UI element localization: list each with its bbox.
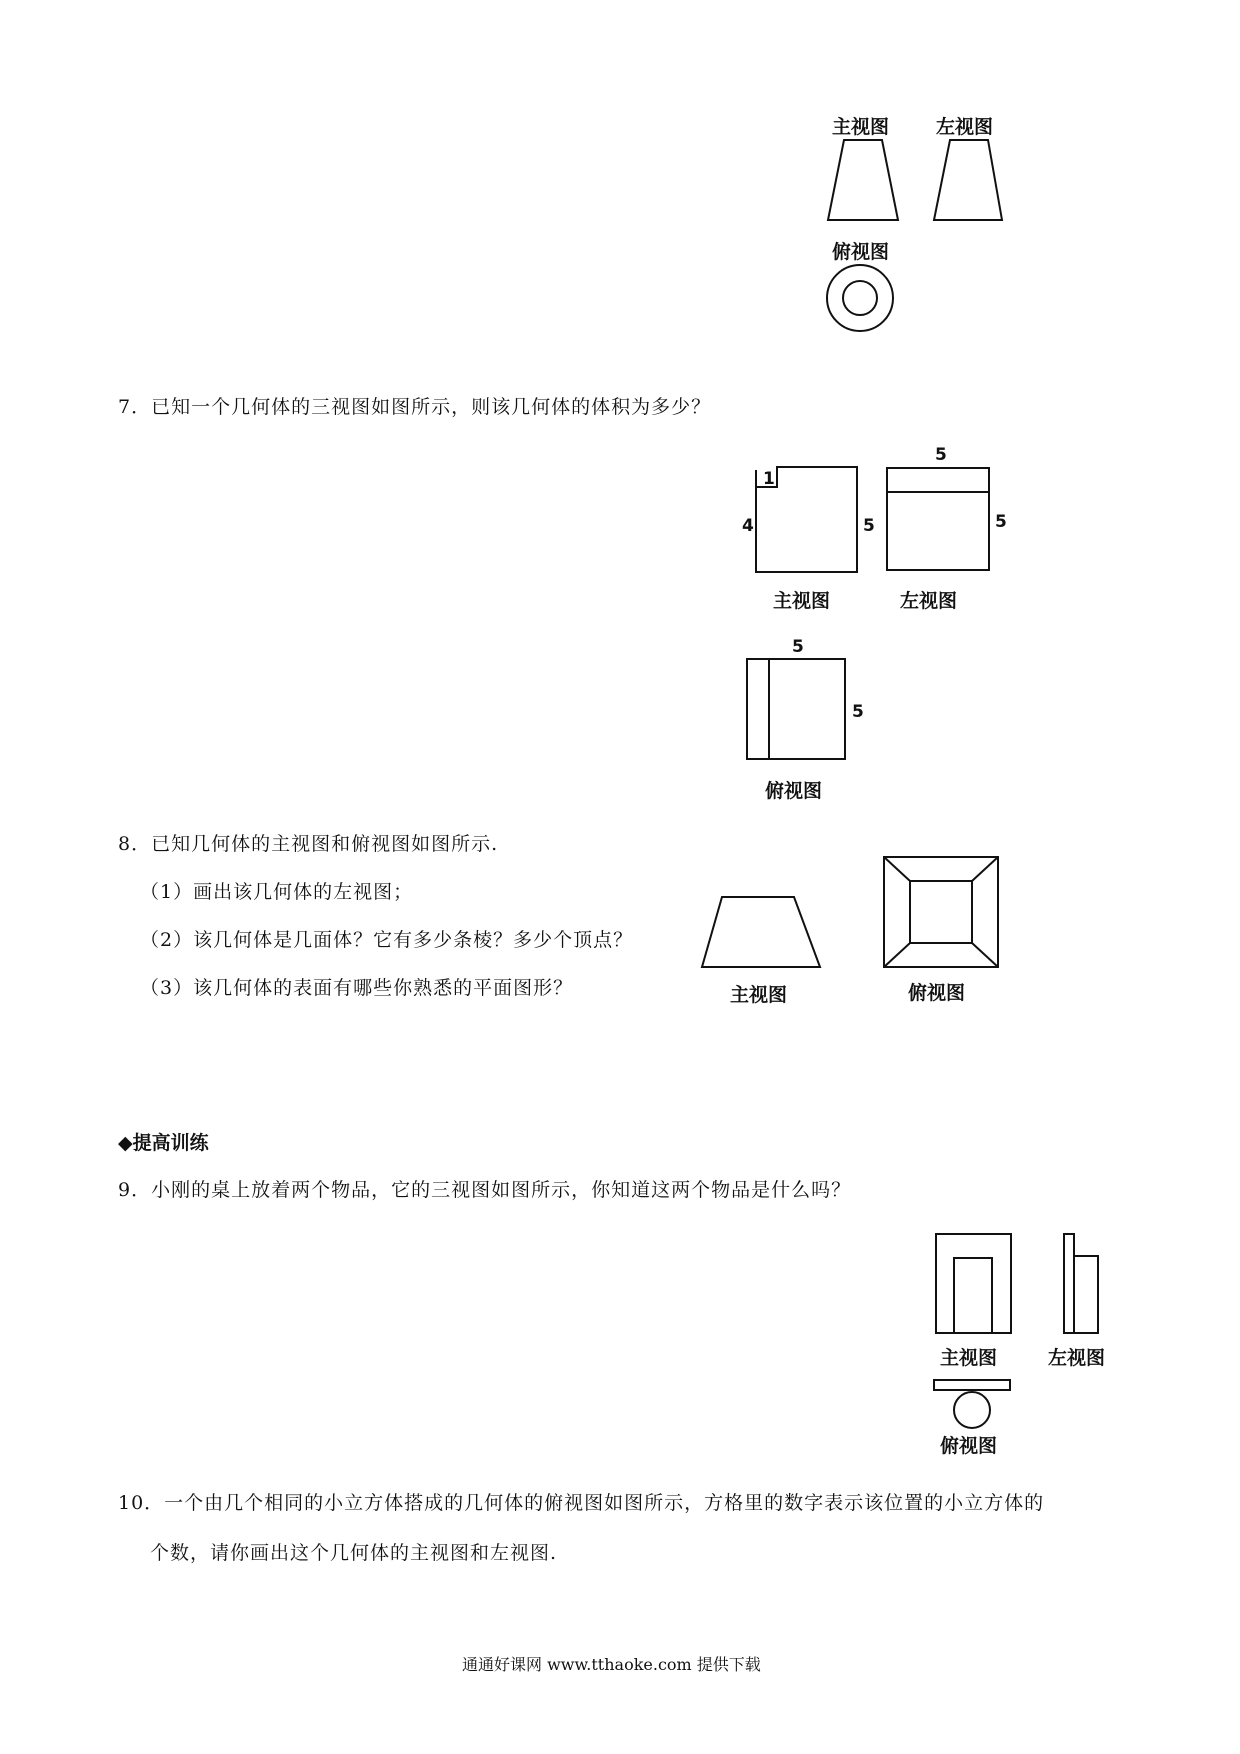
q8-front-view	[700, 895, 830, 975]
q8-text: 8．已知几何体的主视图和俯视图如图所示.	[118, 833, 499, 855]
q10-line1: 10．一个由几个相同的小立方体搭成的几何体的俯视图如图所示，方格里的数字表示该位置的小立方体的	[118, 1492, 1045, 1514]
q6-left-view-label: 左视图	[936, 116, 994, 138]
q7-top-top-dim: 5	[792, 637, 804, 657]
q7-left-right-dim: 5	[995, 512, 1007, 532]
q6-top-view-label: 俯视图	[832, 241, 890, 263]
q10-line2: 个数，请你画出这个几何体的主视图和左视图.	[150, 1542, 558, 1564]
q7-front-notch-dim: 1	[763, 469, 775, 489]
section-title: ◆提高训练	[118, 1132, 209, 1154]
q8-top-view	[882, 855, 1002, 975]
q7-left-view	[885, 440, 1005, 570]
q7-left-top-dim: 5	[935, 445, 947, 465]
q9-front-view	[930, 1228, 1020, 1338]
q8-sub1: （1）画出该几何体的左视图；	[140, 881, 414, 903]
q9-text: 9．小刚的桌上放着两个物品，它的三视图如图所示，你知道这两个物品是什么吗？	[118, 1179, 852, 1201]
q9-top-view-label: 俯视图	[940, 1435, 998, 1457]
q7-front-view	[735, 440, 875, 570]
q7-top-view-label: 俯视图	[765, 780, 823, 802]
q6-front-view-label: 主视图	[832, 116, 890, 138]
q8-sub3: （3）该几何体的表面有哪些你熟悉的平面图形？	[140, 977, 574, 999]
q7-front-left-dim: 4	[742, 516, 754, 536]
q7-front-view-label: 主视图	[773, 590, 831, 612]
q9-top-view	[930, 1378, 1020, 1438]
q9-left-view	[1052, 1228, 1122, 1338]
q8-front-view-label: 主视图	[730, 984, 788, 1006]
q7-front-right-dim: 5	[863, 516, 875, 536]
q9-front-view-label: 主视图	[940, 1347, 998, 1369]
q9-figure	[930, 1228, 1130, 1458]
q6-front-view	[826, 140, 906, 230]
q7-figure	[735, 440, 1125, 800]
footer: 通通好课网 www.tthaoke.com 提供下载	[462, 1655, 761, 1674]
q8-figure	[690, 850, 1010, 1010]
q9-left-view-label: 左视图	[1048, 1347, 1106, 1369]
q8-sub2: （2）该几何体是几面体？它有多少条棱？多少个顶点？	[140, 929, 634, 951]
q7-top-right-dim: 5	[852, 702, 864, 722]
q6-top-view	[824, 263, 904, 343]
q6-left-view	[932, 140, 1012, 230]
q7-left-view-label: 左视图	[900, 590, 958, 612]
q7-text: 7．已知一个几何体的三视图如图所示，则该几何体的体积为多少？	[118, 396, 712, 418]
q6-figure	[820, 110, 1020, 340]
q8-top-view-label: 俯视图	[908, 982, 966, 1004]
q7-top-view	[745, 655, 865, 785]
